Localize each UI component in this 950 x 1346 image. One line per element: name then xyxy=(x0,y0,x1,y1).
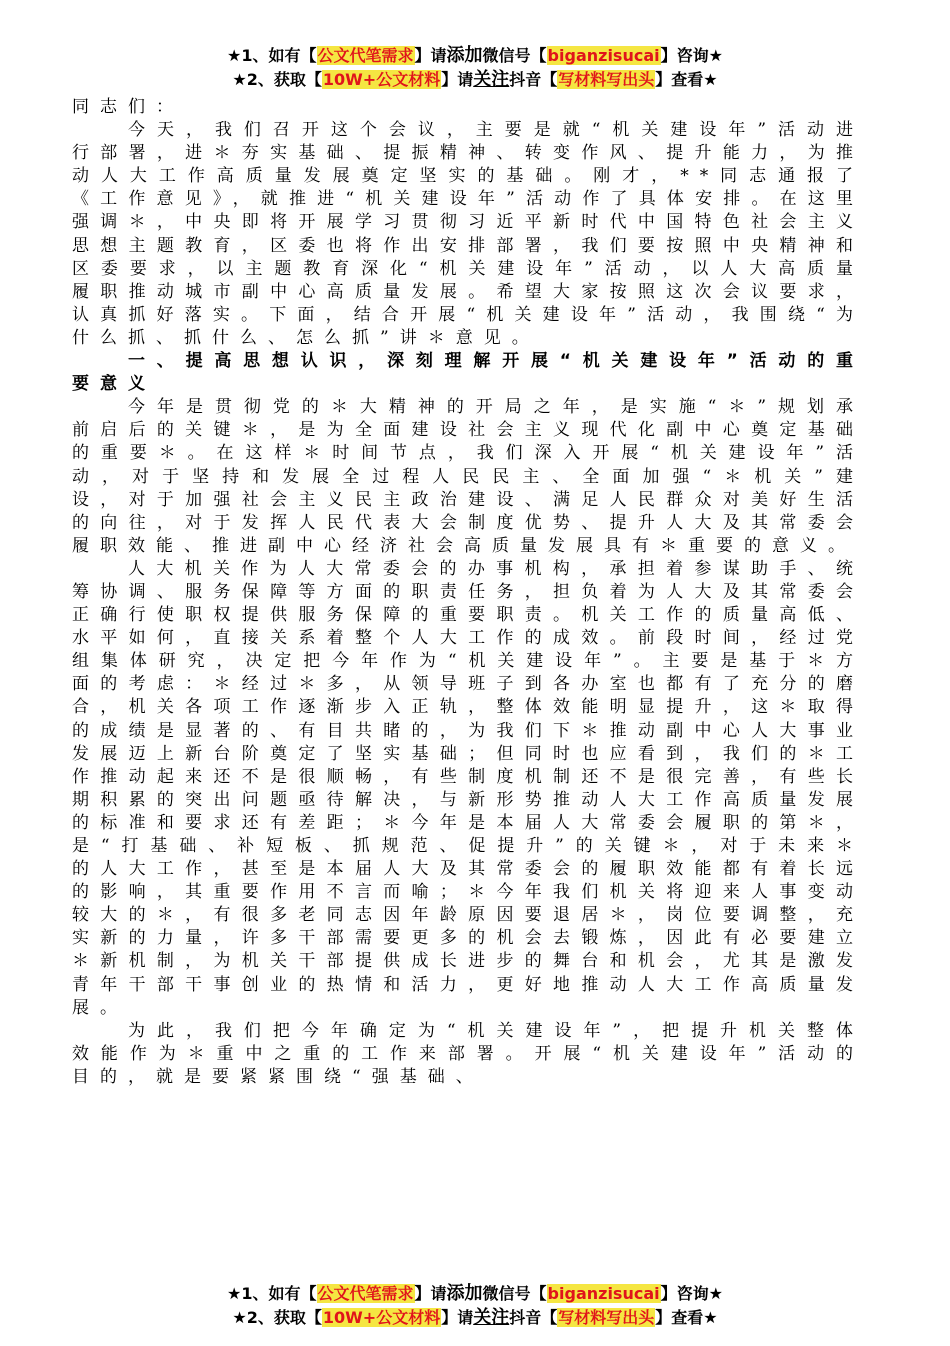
highlight-douyin-account: 写材料写出头 xyxy=(558,70,655,89)
banner-line-2: ★2、获取【10W+公文材料】请关注抖音【写材料写出头】查看★ xyxy=(232,1307,718,1328)
banner-line-2: ★2、获取【10W+公文材料】请关注抖音【写材料写出头】查看★ xyxy=(232,69,718,90)
document-body xyxy=(72,96,864,1089)
banner-line-1: ★1、如有【公文代笔需求】请添加微信号【biganzisucai】咨询★ xyxy=(227,45,723,66)
paragraph-2: 今年是贯彻党的＊大精神的开局之年，是实施“＊”规划承前启后的关键＊，是为全面建设社会主义现代化副中心奠定基础的重要＊。在这样＊时间节点，我们深入开展“机关建设年”活动，对于坚持和发展全过程人民民主、全面加强“＊机关”建设，对于加强社会主义民主政治建设、满足人民群众对美好生活的向往，对于发挥人民代表大会制度优势、提升人大及其常委会履职效能、推进副中心经济社会高质量发展具有＊重要的意义。 xyxy=(72,397,864,556)
highlight-wechat-id: biganzisucai xyxy=(547,1284,660,1303)
paragraph-4: 为此，我们把今年确定为“机关建设年”，把提升机关整体效能作为＊重中之重的工作来部署。开展“机关建设年”活动的目的，就是要紧紧围绕“强基础、 xyxy=(72,1020,864,1087)
top-banner xyxy=(0,44,950,92)
highlight-wechat-id: biganzisucai xyxy=(547,46,660,65)
section-heading-1: 一、提高思想认识，深刻理解开展“机关建设年”活动的重要意义 xyxy=(72,351,864,395)
highlight-writing-service: 公文代笔需求 xyxy=(317,1284,414,1303)
highlight-writing-service: 公文代笔需求 xyxy=(317,46,414,65)
paragraph-1: 今天，我们召开这个会议，主要是就“机关建设年”活动进行部署，进＊夯实基础、提振精神、转变作风、提升能力，为推动人大工作高质量发展奠定坚实的基础。刚才，**同志通报了《工作意见》，就推进“机关建设年”活动作了具体安排。在这里强调＊，中央即将开展学习贯彻习近平新时代中国特色社会主义思想主题教育，区委也将作出安排部署，我们要按照中央精神和区委要求，以主题教育深化“机关建设年”活动，以人大高质量履职推动城市副中心高质量发展。希望大家按照这次会议要求，认真抓好落实。下面，结合开展“机关建设年”活动，我围绕“为什么抓、抓什么、怎么抓”讲＊意见。 xyxy=(72,120,864,348)
salutation: 同志们： xyxy=(72,97,184,117)
paragraph-3: 人大机关作为人大常委会的办事机构，承担着参谋助手、统筹协调、服务保障等方面的职责任务，担负着为人大及其常委会正确行使职权提供服务保障的重要职责。机关工作的质量高低、水平如何，直接关系着整个人大工作的成效。前段时间，经过党组集体研究，决定把今年作为“机关建设年”。主要是基于＊方面的考虑：＊经过＊多，从领导班子到各办室也都有了充分的磨合，机关各项工作逐渐步入正轨，整体效能明显提升，这＊取得的成绩是显著的、有目共睹的，为我们下＊推动副中心人大事业发展迈上新台阶奠定了坚实基础；但同时也应看到，我们的＊工作推动起来还不是很顺畅，有些制度机制还不是很完善，有些长期积累的突出问题亟待解决，与新形势推动人大工作高质量发展的标准和要求还有差距；＊今年是本届人大常委会履职的第＊，是“打基础、补短板、抓规范、促提升”的关键＊，对于未来＊的人大工作，甚至是本届人大及其常委会的履职效能都有着长远的影响，其重要作用不言而喻；＊今年我们机关将迎来人事变动较大的＊，有很多老同志因年龄原因要退居＊，岗位要调整，充实新的力量，许多干部需要更多的机会去锻炼，因此有必要建立＊新机制，为机关干部提供成长进步的舞台和机会，尤其是激发青年干部干事创业的热情和活力，更好地推动人大工作高质量发展。 xyxy=(72,558,864,1018)
banner-line-1: ★1、如有【公文代笔需求】请添加微信号【biganzisucai】咨询★ xyxy=(227,1283,723,1304)
bottom-banner xyxy=(0,1282,950,1330)
highlight-douyin-account: 写材料写出头 xyxy=(558,1308,655,1327)
highlight-materials: 10W+公文材料 xyxy=(322,1308,441,1327)
highlight-materials: 10W+公文材料 xyxy=(322,70,441,89)
